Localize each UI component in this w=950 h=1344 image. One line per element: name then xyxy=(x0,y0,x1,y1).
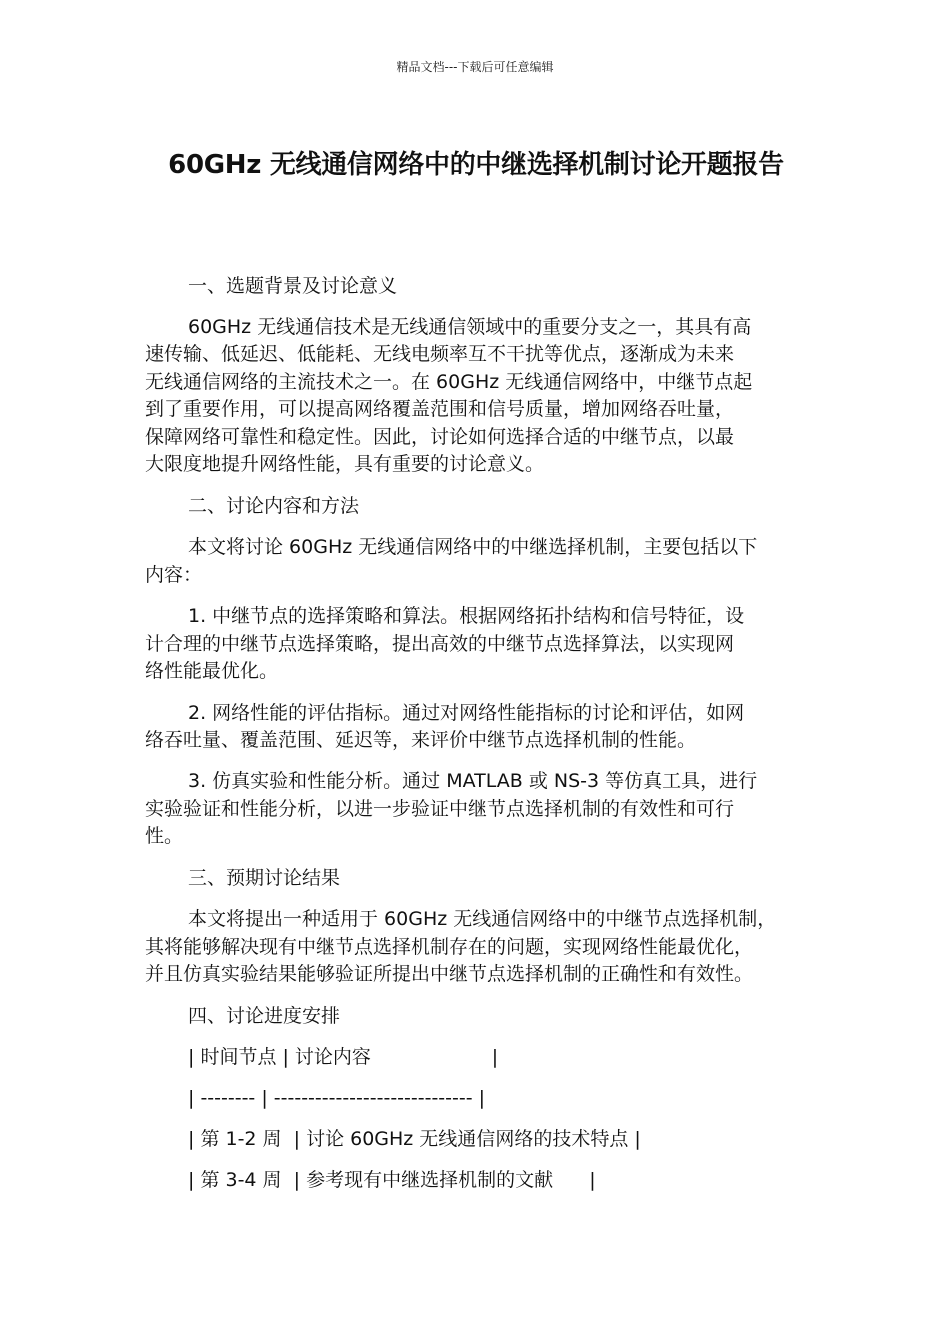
paragraph-line: 无线通信网络的主流技术之一。在 60GHz 无线通信网络中，中继节点起 xyxy=(145,371,753,393)
list-item-line: 性。 xyxy=(145,825,184,847)
table-row: | 第 1-2 周 | 讨论 60GHz 无线通信网络的技术特点 | xyxy=(188,1128,641,1150)
section-heading-4: 四、讨论进度安排 xyxy=(188,1005,341,1027)
table-row: | -------- | ----------------------------- | xyxy=(188,1087,486,1109)
paragraph-line: 60GHz 无线通信技术是无线通信领域中的重要分支之一，其具有高 xyxy=(188,316,752,338)
paragraph-line: 保障网络可靠性和稳定性。因此，讨论如何选择合适的中继节点，以最 xyxy=(145,426,735,448)
paragraph-line: 本文将提出一种适用于 60GHz 无线通信网络中的中继节点选择机制， xyxy=(188,908,777,930)
list-item-line: 1. 中继节点的选择策略和算法。根据网络拓扑结构和信号特征，设 xyxy=(188,605,745,627)
list-item-line: 络吞吐量、覆盖范围、延迟等，来评价中继节点选择机制的性能。 xyxy=(145,729,697,751)
section-heading-2: 二、讨论内容和方法 xyxy=(188,495,360,517)
table-row: | 时间节点 | 讨论内容 | xyxy=(188,1046,499,1068)
list-item-line: 2. 网络性能的评估指标。通过对网络性能指标的讨论和评估，如网 xyxy=(188,702,745,724)
paragraph-line: 内容： xyxy=(145,564,203,586)
paragraph-line: 速传输、低延迟、低能耗、无线电频率互不干扰等优点，逐渐成为未来 xyxy=(145,343,735,365)
table-row: | 第 3-4 周 | 参考现有中继选择机制的文献 | xyxy=(188,1169,596,1191)
list-item-line: 络性能最优化。 xyxy=(145,660,279,682)
section-heading-1: 一、选题背景及讨论意义 xyxy=(188,275,398,297)
list-item-line: 计合理的中继节点选择策略，提出高效的中继节点选择算法，以实现网 xyxy=(145,633,735,655)
header-note: 精品文档---下载后可任意编辑 xyxy=(396,60,554,74)
paragraph-line: 大限度地提升网络性能，具有重要的讨论意义。 xyxy=(145,453,545,475)
list-item-line: 实验验证和性能分析，以进一步验证中继节点选择机制的有效性和可行 xyxy=(145,798,735,820)
section-heading-3: 三、预期讨论结果 xyxy=(188,867,341,889)
document-title: 60GHz 无线通信网络中的中继选择机制讨论开题报告 xyxy=(168,150,784,180)
paragraph-line: 其将能够解决现有中继节点选择机制存在的问题，实现网络性能最优化， xyxy=(145,936,754,958)
list-item-line: 3. 仿真实验和性能分析。通过 MATLAB 或 NS-3 等仿真工具，进行 xyxy=(188,770,758,792)
paragraph-line: 本文将讨论 60GHz 无线通信网络中的中继选择机制，主要包括以下 xyxy=(188,536,758,558)
paragraph-line: 并且仿真实验结果能够验证所提出中继节点选择机制的正确性和有效性。 xyxy=(145,963,754,985)
paragraph-line: 到了重要作用，可以提高网络覆盖范围和信号质量，增加网络吞吐量， xyxy=(145,398,735,420)
